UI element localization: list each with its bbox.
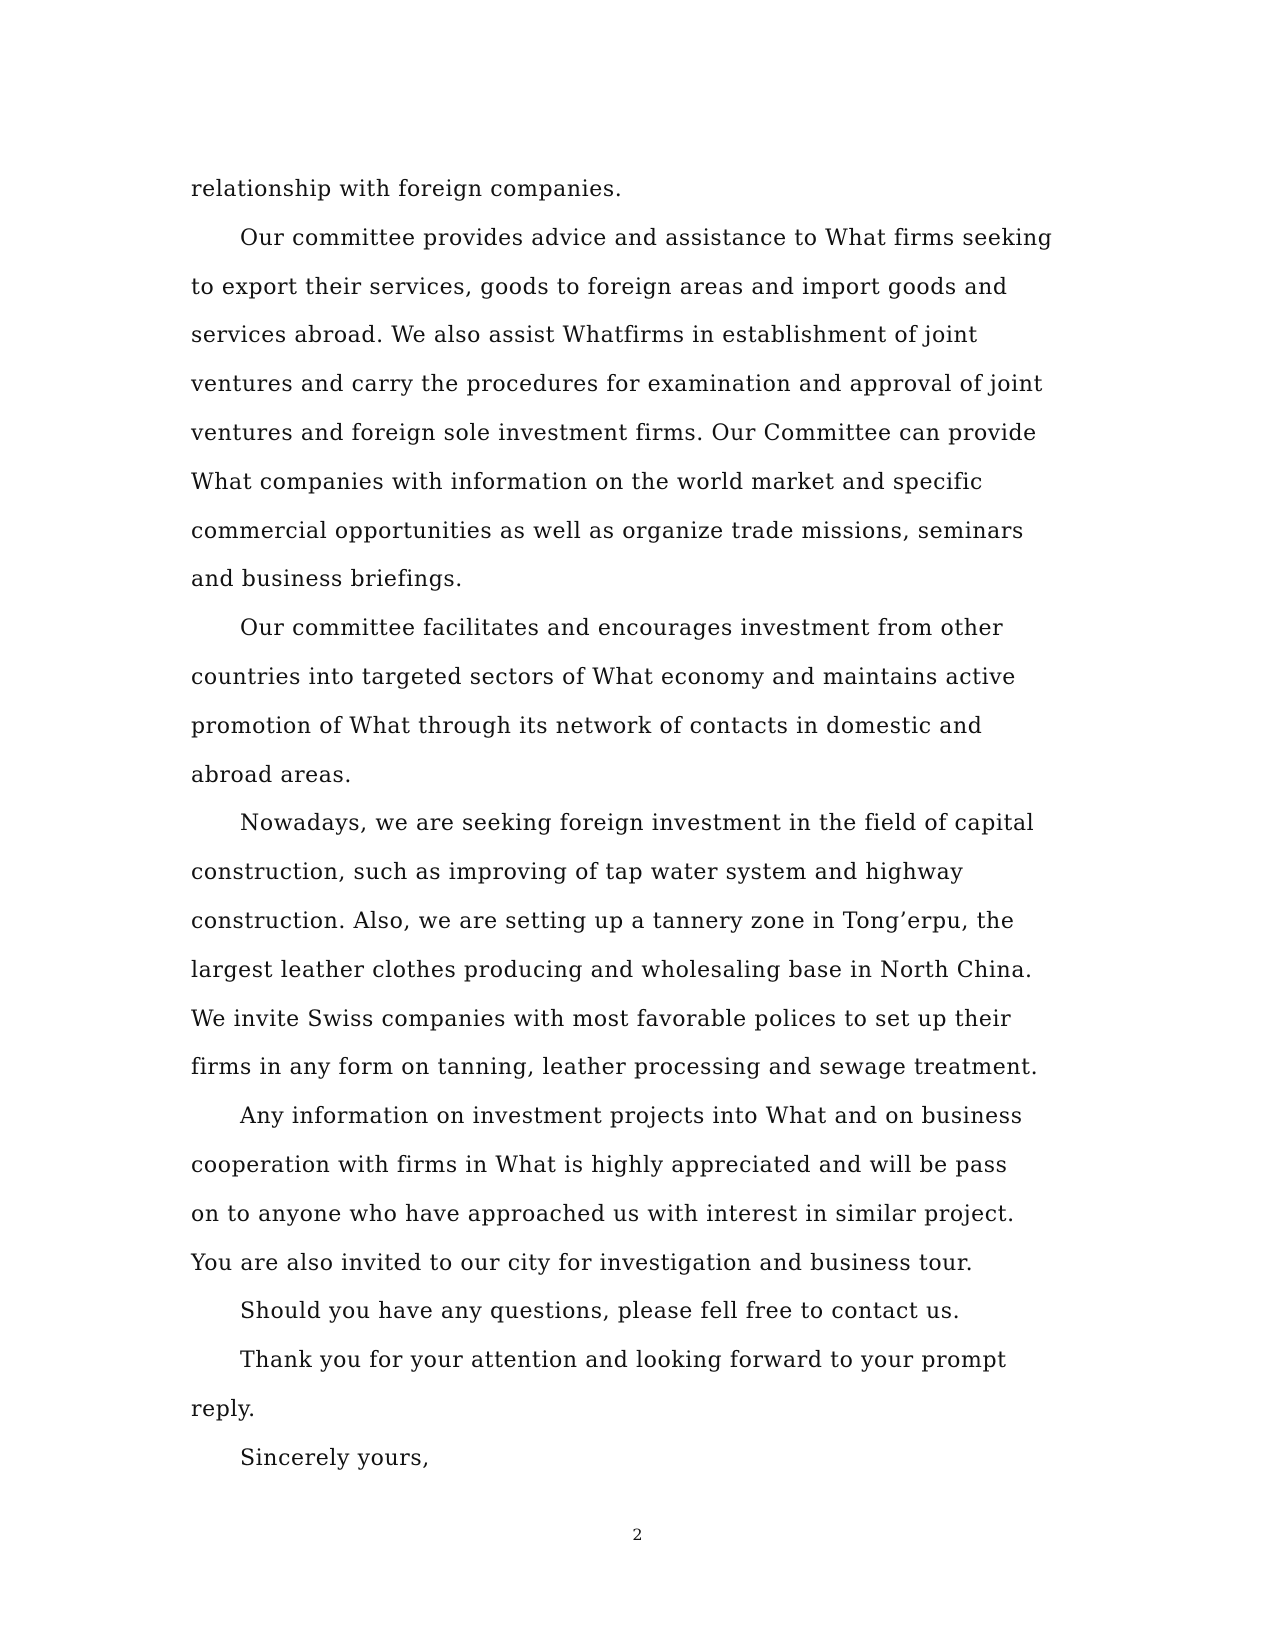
text-line: on to anyone who have approached us with interest in similar project. [191, 1201, 1015, 1227]
text-line: promotion of What through its network of contacts in domestic and [191, 713, 983, 739]
text-line: We invite Swiss companies with most favorable polices to set up their [191, 1006, 1012, 1032]
text-line: countries into targeted sectors of What economy and maintains active [191, 664, 1016, 690]
text-line: relationship with foreign companies. [191, 177, 623, 202]
letter-body [191, 166, 1211, 1484]
text-line: cooperation with firms in What is highly appreciated and will be pass [191, 1152, 1008, 1178]
text-line: construction. Also, we are setting up a tannery zone in Tong’erpu, the [191, 908, 1015, 934]
text-line: largest leather clothes producing and wholesaling base in North China. [191, 957, 1033, 983]
text-line: Nowadays, we are seeking foreign investment in the field of capital [240, 811, 1035, 837]
text-line: firms in any form on tanning, leather processing and sewage treatment. [191, 1055, 1039, 1081]
text-line: Our committee facilitates and encourages investment from other [240, 616, 1004, 642]
text-line: Any information on investment projects into What and on business [240, 1104, 1023, 1130]
text-line: ventures and foreign sole investment firms. Our Committee can provide [191, 420, 1037, 446]
text-line: abroad areas. [191, 762, 353, 788]
text-line: Thank you for your attention and looking forward to your prompt [240, 1348, 1007, 1374]
text-line: commercial opportunities as well as organize trade missions, seminars [191, 518, 1024, 544]
text-line: to export their services, goods to foreign areas and import goods and [191, 274, 1008, 300]
text-line: services abroad. We also assist Whatfirms in establishment of joint [191, 323, 978, 349]
text-line: and business briefings. [191, 567, 463, 593]
text-line: ventures and carry the procedures for examination and approval of joint [191, 372, 1043, 398]
page-number: 2 [632, 1525, 643, 1544]
text-line: reply. [191, 1396, 256, 1422]
text-line: What companies with information on the world market and specific [191, 469, 983, 495]
text-line: construction, such as improving of tap water system and highway [191, 860, 964, 886]
text-line: Our committee provides advice and assistance to What firms seeking [240, 225, 1053, 251]
text-line: You are also invited to our city for investigation and business tour. [191, 1250, 974, 1276]
closing-line: Sincerely yours, [240, 1445, 430, 1471]
text-line: Should you have any questions, please fell free to contact us. [240, 1299, 961, 1325]
